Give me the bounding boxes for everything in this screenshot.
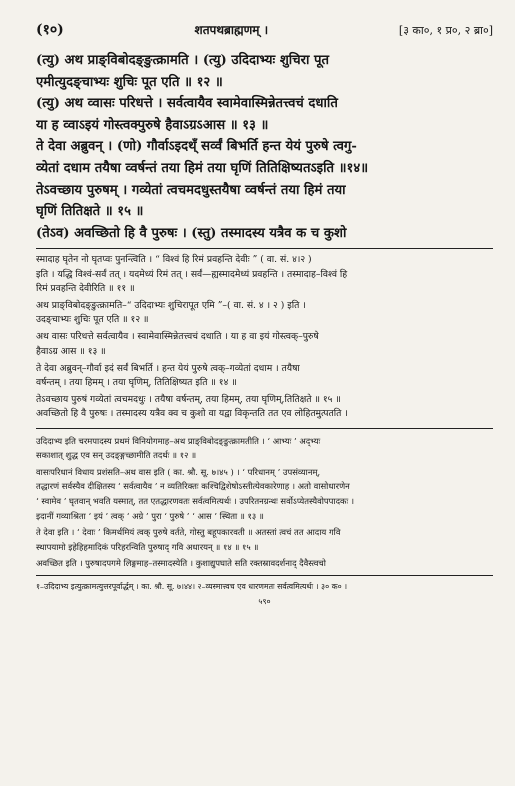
running-title: शतपथब्राह्मणम् । — [194, 23, 269, 37]
main-line: या ह व्वाऽइयं गोस्त्वक्पुरुषे हैवाऽग्रऽआस ॥ १३ ॥ — [36, 117, 269, 133]
main-line: (तेऽव) अवच्छितो हि वै पुरुषः । (स्तु) तस्मादस्य यत्रैव क च कुशो — [36, 225, 347, 241]
main-line: एमीत्युदङ्चाभ्यः शुचिः पूत एति ॥ १२ ॥ — [36, 74, 223, 90]
gloss-line: ते देवा इति । ‘ देवाः ’ किमर्थमियं त्वक् पुरुषे वर्तते, गोस्तु बहूपकारवती ॥ अतस्तां त्वचं तत आदाय गवि — [36, 527, 341, 538]
gloss-line: अवच्छित इति । पुरुषादपगमे लिङ्गमाह–तस्मादस्येति । कुशाद्युपघाते सति रक्तस्रावदर्शनाद् दैवैस्त्वचो — [36, 558, 326, 569]
gloss-line: ‘ स्वामेव ’ घृतवान् भवति यस्मात्, तत एतद्धारणवतः सर्वत्वमित्यर्थः । उपरितनग्रन्थः सर्वोऽप्येतस्यैवोपपादकः । — [36, 495, 355, 506]
footnotes — [36, 580, 493, 608]
section-reference: [३ का०, १ प्र०, २ ब्रा०] — [398, 24, 493, 37]
main-line: (त्यु) अथ व्वासः परिधत्ते । सर्वत्वायैव स्वामेवास्मिन्नेतत्त्वचं दधाति — [36, 96, 338, 112]
gloss-line: उदिदाभ्य इति चरमपादस्य प्रथमं विनियोगमाह–अथ प्राङ्विबोदङ्ङुत्क्रामतीति । ‘ आभ्यः ’ अद्भ्यः — [36, 435, 321, 446]
gloss-line: स्थापयामो इहेहिहमादिकं परिहरन्विति पुरुषाद् गवि अधारयन् ॥ १४ ॥ १५ ॥ — [36, 541, 259, 552]
commentary-line: इति । यद्धि विश्वं-सर्वं तत् । यदमेध्यं रिमं तत् । सर्वं—ह्यस्मादमेध्यं प्रवहन्ति । तस्मादाह–विश्वं हि — [36, 268, 348, 280]
section-divider — [36, 428, 493, 429]
gloss-line: वासःपरिधानं विधाय प्रशंसति–अथ वास इति ( का. श्रौ. सू. ७।४५ ) । ‘ परिधानम् ’ उपसंव्यानम्, — [36, 466, 321, 477]
gloss — [36, 434, 493, 571]
commentary-line: अथ प्राङ्विबोदङ्ङुत्क्रामति–“ उदिदाभ्यः शुचिरापूत एमि ”–( वा. सं. ४ । २ ) इति । — [36, 299, 306, 311]
main-line: ते देवा अब्रुवन् । (णो) गौर्वाऽइदथ्ँ सर्व्वं बिभर्ति हन्त येयं पुरुषे त्वगु- — [36, 139, 357, 155]
section-divider — [36, 248, 493, 249]
commentary-line: अथ वासः परिधत्ते सर्वत्वायैव । स्वामेवास्मिन्नेतत्त्वचं दधाति । या ह वा इयं गोस्त्वक्–पुरुषे — [36, 331, 319, 343]
commentary-line: वर्षन्तम् । तया हिमम् । तया घृणिम्, तितिक्षिष्यत इति ॥ १४ ॥ — [36, 376, 237, 388]
gloss-line: इदानीं गव्याश्रिता ‘ इयं ’ त्वक् ‘ अग्रे ’ पुरा ‘ पुरुषे ’ ‘ आस ’ स्थिता ॥ १३ ॥ — [36, 510, 264, 521]
footnote-divider — [36, 575, 493, 576]
commentary-line: अवच्छितो हि वै पुरुषः । तस्मादस्य यत्रैव क्व च कुशो वा यद्वा विकृन्तति तत एव लोहितमुत्पतति । — [36, 408, 348, 420]
commentary-line: रिमं प्रवहन्ति देवीरिति ॥ ११ ॥ — [36, 282, 135, 294]
commentary-line: स्मादाह घृतेन नो घृतप्वः पुनन्त्विति । “ विश्वं हि रिमं प्रवहन्ति देवीः ” ( वा. सं. ४।२ ) — [36, 254, 312, 266]
commentary — [36, 253, 493, 421]
footnote: १–उदिदाभ्य इत्युत्क्रामत्युत्तरपूर्वार्द्धम् । का. श्रौ. सू. ७।४४। २–व्यस्मात्त्वच एव धारणमतः सर्वत्वमित्यर्थः । ३० क० । — [36, 581, 348, 591]
commentary-line: तेऽवच्छाय पुरुषं गव्येतां त्वचमदधुः । तयैषा वर्षन्तम्, तया हिमम्, तया घृणिम्,तितिक्षते ॥ १५ ॥ — [36, 394, 341, 406]
main-line: घृणिं तितिक्षते ॥ १५ ॥ — [36, 204, 144, 220]
page-number: (१०) — [36, 22, 64, 38]
commentary-line: ते देवा अब्रुवन्–गौर्वा इदं सर्वं बिभर्ति । हन्त येयं पुरुषे त्वक्–गव्येतां दधाम । तयैषा — [36, 362, 300, 374]
main-line: व्येतां दधाम तयैषा व्वर्षन्तं तया हिमं तया घृणिं तितिक्षिष्यतऽइति ॥१४॥ — [36, 160, 369, 176]
main-line: (त्यु) अथ प्राङ्विबोदङ्ङुत्क्रामति । (त्यु) उदिदाभ्यः शुचिरा पूत — [36, 53, 329, 68]
page-footer: ५९० — [258, 596, 271, 606]
commentary-line: उदङ्चाभ्यः शुचिः पूत एति ॥ १२ ॥ — [36, 314, 149, 326]
commentary-line: हैवाऽग्र आस ॥ १३ ॥ — [36, 345, 106, 357]
running-header — [36, 20, 493, 42]
gloss-line: सकाशात् शुद्ध एव सन् उदङ्ङ्गच्छामीति तदर्थः ॥ १२ ॥ — [36, 450, 197, 461]
main-line: तेऽवच्छाय पुरुषम् । गव्येतां त्वचमदधुस्तयैषा व्वर्षन्तं तया हिमं तया — [36, 182, 346, 198]
main-text — [36, 50, 493, 244]
gloss-line: तद्धारणं सर्वस्यैव दीक्षितस्य ‘ सर्वत्वायैव ’ न व्यतिरिक्तः कश्चिद्विशेषोऽस्तीत्येवकारेणाह । अतो वासोधारणेन — [36, 481, 350, 492]
